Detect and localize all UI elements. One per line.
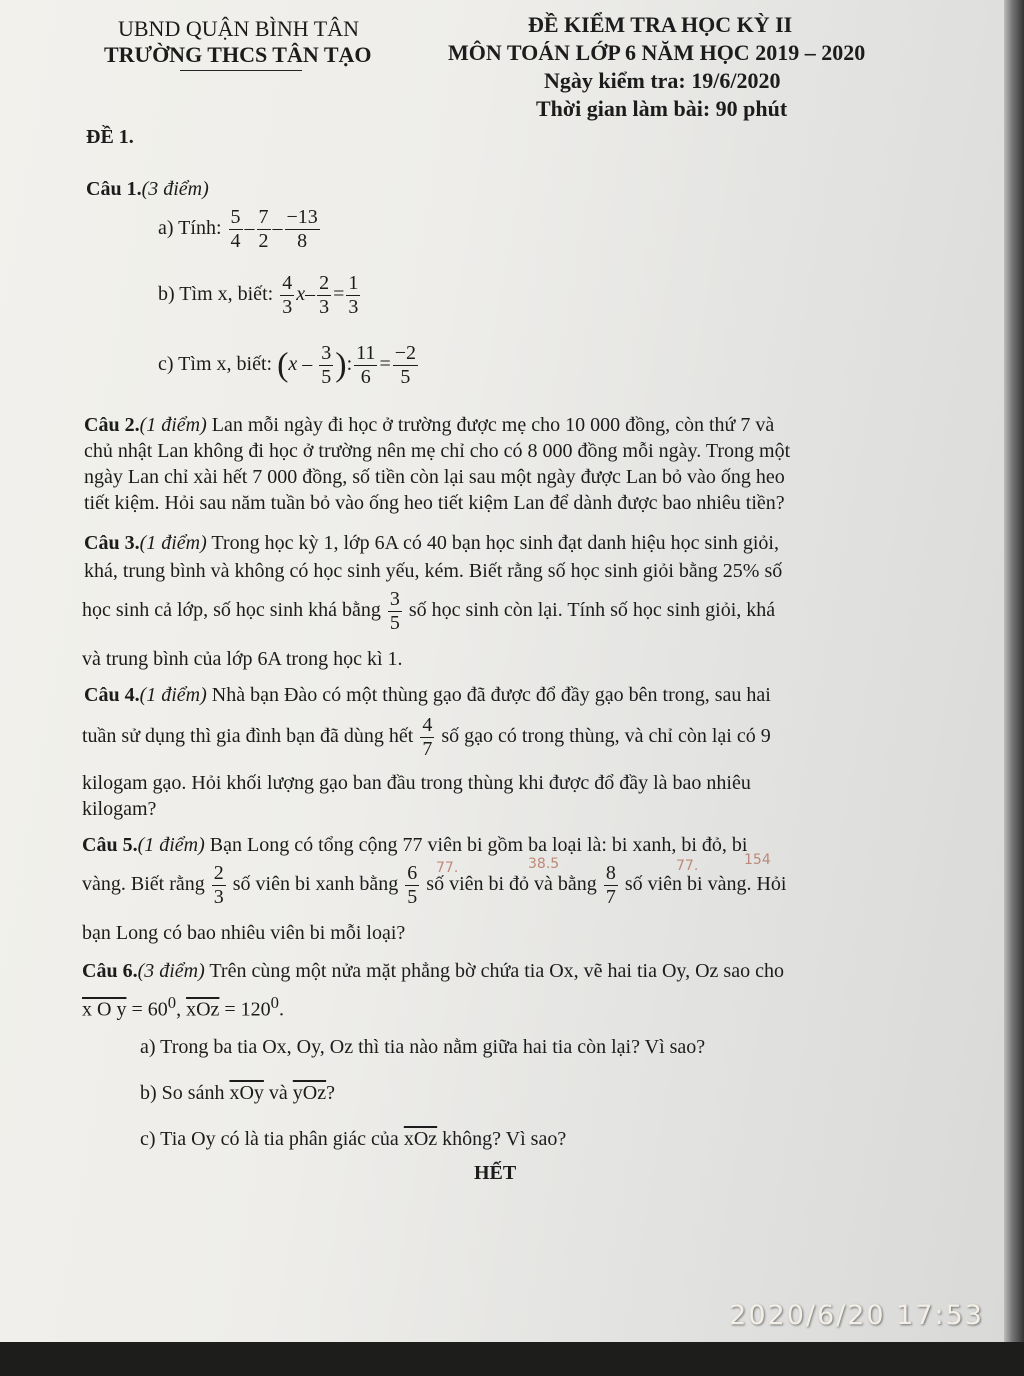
q1a-row: a) Tính: $\frac{5}{4}$ – $\frac{7}{2}$ – $\frac{-13}{8}$	[158, 206, 318, 252]
q4-line2: tuần sử dụng thì gia đình bạn đã dùng hết $\frac{4}{7}$ số gạo có trong thùng, và chỉ còn lại có 9	[82, 714, 771, 760]
q1-heading	[86, 178, 209, 201]
q1-points: (3 điểm)	[141, 178, 209, 200]
photo-timestamp: 2020/6/20 17:53	[729, 1300, 984, 1331]
q3-line4: và trung bình của lớp 6A trong học kì 1.	[82, 648, 403, 670]
q2-points: (1 điểm)	[139, 414, 207, 436]
exam-title: ĐỀ KIỂM TRA HỌC KỲ II	[528, 12, 793, 37]
fraction-neg13-8: $\frac{-13}{8}$	[286, 206, 318, 252]
q4-points: (1 điểm)	[139, 684, 207, 706]
q3-line3: học sinh cả lớp, số học sinh khá bằng $\frac{3}{5}$ số học sinh còn lại. Tính số học sinh giỏi, khá	[82, 588, 776, 634]
q2-line1: Câu 2.(1 điểm) Lan mỗi ngày đi học ở trường được mẹ cho 10 000 đồng, còn thứ 7 và	[84, 414, 775, 436]
q4-line1: Câu 4.(1 điểm) Nhà bạn Đào có một thùng gạo đã được đổ đầy gạo bên trong, sau hai	[84, 684, 771, 706]
q1a-label: a) Tính:	[158, 217, 222, 240]
q6c: c) Tia Oy có là tia phân giác của $\overline{xOz}$ không? Vì sao?	[140, 1128, 567, 1150]
fraction-6-5: $\frac{6}{5}$	[407, 862, 418, 908]
handwriting-mark: 77.	[436, 860, 459, 876]
q4-line3: kilogam gạo. Hỏi khối lượng gạo ban đầu trong thùng khi được đổ đầy là bao nhiêu	[82, 772, 751, 794]
q5-points: (1 điểm)	[137, 834, 205, 856]
q4-label: Câu 4.	[84, 684, 140, 706]
fraction-8-7: $\frac{8}{7}$	[605, 862, 616, 908]
q1c-label: c) Tìm x, biết:	[158, 353, 273, 376]
exam-date: Ngày kiểm tra: 19/6/2020	[544, 68, 781, 93]
q6-label: Câu 6.	[82, 960, 138, 982]
q3-line2: khá, trung bình và không có học sinh yếu, kém. Biết rằng số học sinh giỏi bằng 25% số	[84, 560, 783, 582]
q5-line2: vàng. Biết rằng $\frac{2}{3}$ số viên bi xanh bằng $\frac{6}{5}$ số viên bi đỏ và bằng $\frac{8}{7}$ số viên bi vàng. Hỏi	[82, 862, 787, 908]
q2-line2: chủ nhật Lan không đi học ở trường nên mẹ chỉ cho có 8 000 đồng mỗi ngày. Trong một	[84, 440, 791, 462]
handwriting-mark: 38.5	[528, 856, 560, 872]
q4-line4: kilogam?	[82, 798, 157, 820]
exam-code: ĐỀ 1.	[86, 126, 134, 148]
fraction-4-7: $\frac{4}{7}$	[422, 714, 433, 760]
q1b-row: b) Tìm x, biết: $\frac{4}{3}$ x– $\frac{2}{3}$ = $\frac{1}{3}$	[158, 272, 359, 318]
exam-duration: Thời gian làm bài: 90 phút	[536, 96, 788, 121]
background-edge	[1004, 0, 1024, 1342]
fraction-3-5: $\frac{3}{5}$	[321, 342, 332, 388]
fraction-1-3: $\frac{1}{3}$	[348, 272, 359, 318]
q5-line3: bạn Long có bao nhiêu viên bi mỗi loại?	[82, 922, 406, 944]
handwriting-mark: 77.	[676, 858, 699, 874]
district-name: UBND QUẬN BÌNH TÂN	[118, 16, 359, 41]
school-underline	[180, 70, 302, 71]
q1-label: Câu 1.	[86, 178, 142, 200]
fraction-5-4: $\frac{5}{4}$	[230, 206, 241, 252]
q2-line4: tiết kiệm. Hỏi sau năm tuần bỏ vào ống heo tiết kiệm Lan để dành được bao nhiêu tiền?	[84, 492, 785, 514]
background-floor	[0, 1342, 1024, 1376]
handwriting-mark: 154	[744, 852, 771, 868]
exam-subject: MÔN TOÁN LỚP 6 NĂM HỌC 2019 – 2020	[448, 40, 866, 65]
fraction-11-6: $\frac{11}{6}$	[356, 342, 376, 388]
q2-label: Câu 2.	[84, 414, 140, 436]
end-marker: HẾT	[474, 1162, 517, 1184]
q3-line1: Câu 3.(1 điểm) Trong học kỳ 1, lớp 6A có 40 bạn học sinh đạt danh hiệu học sinh giỏi,	[84, 532, 779, 554]
q6-angles: x O $y = 60^0$, $\overline{xOz} = 120^0$.	[82, 993, 284, 1021]
q5-line1: Câu 5.(1 điểm) Bạn Long có tổng cộng 77 viên bi gồm ba loại là: bi xanh, bi đỏ, bi	[82, 834, 748, 856]
fraction-neg2-5: $\frac{-2}{5}$	[394, 342, 416, 388]
q6b: b) So sánh $\overline{xOy}$ và $\overline{yOz}$?	[140, 1082, 336, 1104]
fraction-2-3-q5: $\frac{2}{3}$	[213, 862, 224, 908]
q5-label: Câu 5.	[82, 834, 138, 856]
q3-label: Câu 3.	[84, 532, 140, 554]
q1c-row: c) Tìm x, biết: (x – $\frac{3}{5}$ ): $\frac{11}{6}$ = $\frac{-2}{5}$	[158, 342, 416, 388]
q6-line1: Câu 6.(3 điểm) Trên cùng một nửa mặt phẳng bờ chứa tia Ox, vẽ hai tia Oy, Oz sao cho	[82, 960, 784, 982]
fraction-2-3: $\frac{2}{3}$	[319, 272, 330, 318]
q6-points: (3 điểm)	[137, 960, 205, 982]
fraction-4-3: $\frac{4}{3}$	[282, 272, 293, 318]
q1b-label: b) Tìm x, biết:	[158, 283, 274, 306]
school-name: TRƯỜNG THCS TÂN TẠO	[104, 42, 372, 67]
q2-line3: ngày Lan chỉ xài hết 7 000 đồng, số tiền còn lại sau một ngày được Lan bỏ vào ống heo	[84, 466, 785, 488]
fraction-3-5-q3: $\frac{3}{5}$	[389, 588, 400, 634]
q6a: a) Trong ba tia Ox, Oy, Oz thì tia nào nằm giữa hai tia còn lại? Vì sao?	[140, 1036, 706, 1058]
fraction-7-2: $\frac{7}{2}$	[258, 206, 269, 252]
q3-points: (1 điểm)	[139, 532, 207, 554]
